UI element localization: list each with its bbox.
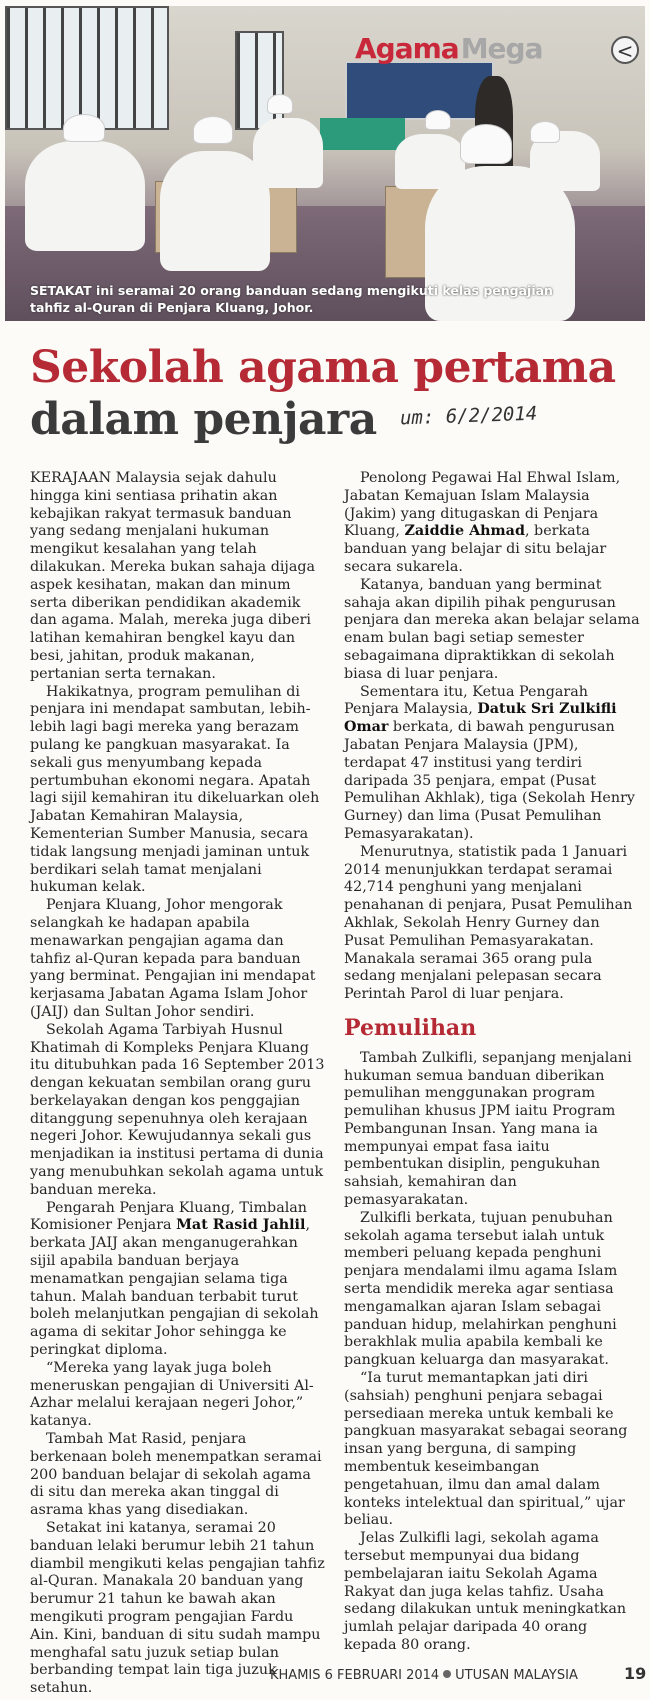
- paragraph: Tambah Mat Rasid, penjara berkenaan boleh menempatkan seramai 200 banduan belajar di sekolah agama di situ dan mereka akan tinggal di asrama khas yang disediakan.: [30, 1431, 322, 1519]
- brand-part1: Agama: [355, 32, 459, 65]
- footer-date: KHAMIS 6 FEBRUARI 2014: [270, 1668, 440, 1683]
- text: , berkata JAIJ akan menganugerahkan sijil apabila banduan berjaya menamatkan pengajian selama tiga tahun. Malah banduan terbabit turut boleh melanjutkan pengajian di sekolah agama di sekitar Johor sehingga ke peringkat diploma.: [30, 1217, 319, 1359]
- paragraph: Katanya, banduan yang berminat sahaja akan dipilih pihak pengurusan penjara dan mereka akan belajar selama enam bulan bagi setiap semester sebagaimana dipraktikkan di sekolah biasa di luar penjara.: [344, 576, 640, 682]
- cap: [63, 114, 105, 142]
- text: berkata, di bawah pengurusan Jabatan Penjara Malaysia (JPM), terdapat 47 institusi yang terdiri daripada 35 penjara, empat (Pusat Pemulihan Akhlak), tiga (Sekolah Henry Gurney) dan lima (Pusat Pemulihan Pemasyarakatan).: [344, 719, 635, 842]
- article-column-left: [30, 470, 326, 1698]
- handwritten-note: um: 6/2/2014: [399, 402, 538, 430]
- text: Pengarah Penjara Kluang, Timbalan Komisioner Penjara: [30, 1199, 308, 1234]
- text: , berkata banduan yang belajar di situ belajar secara sukarela.: [344, 523, 607, 575]
- person-name: Datuk Sri Zulkifli Omar: [344, 701, 617, 736]
- cap: [267, 94, 293, 114]
- student-figure: [253, 118, 323, 188]
- page-footer: [270, 1668, 578, 1683]
- paragraph: “Mereka yang layak juga boleh meneruskan pengajian di Universiti Al-Azhar melalui kerajaan negeri Johor,” katanya.: [30, 1359, 314, 1430]
- footer-publication: UTUSAN MALAYSIA: [455, 1668, 578, 1683]
- person-name: Mat Rasid Jahlil: [176, 1217, 306, 1234]
- board: [345, 61, 494, 120]
- paragraph: Jelas Zulkifli lagi, sekolah agama tersebut mempunyai dua bidang pembelajaran iaitu Sekolah Agama Rakyat dan juga kelas tahfiz. Usaha sedang dilakukan untuk meningkatkan jumlah pelajar daripada 40 orang kepada 80 orang.: [344, 1530, 627, 1653]
- subheading: Pemulihan: [344, 1014, 477, 1041]
- paragraph: Menurutnya, statistik pada 1 Januari 2014 menunjukkan terdapat seramai 42,714 penghuni yang menjalani penahanan di penjara, Pusat Pemulihan Akhlak, Sekolah Henry Gurney dan Pusat Pemulihan Pemasyarakatan. Manakala seramai 365 orang pula sedang menjalani pelepasan secara Perintah Parol di luar penjara.: [344, 843, 633, 1003]
- paragraph: Penjara Kluang, Johor mengorak selangkah ke hadapan apabila menawarkan pengajian agama dan tahfiz al-Quran kepada para banduan yang berminat. Pengajian ini mendapat kerjasama Jabatan Agama Islam Johor (JAIJ) dan Sultan Johor sendiri.: [30, 897, 316, 1020]
- paragraph: “Ia turut memantapkan jati diri (sahsiah) penghuni penjara sebagai persediaan mereka untuk kembali ke pangkuan masyarakat sebagai seorang insan yang berguna, di samping membentuk keseimbangan pengetahuan, ilmu dan amal dalam konteks intelektual dan spiritual,” ujar beliau.: [344, 1370, 628, 1529]
- barred-window: [235, 31, 284, 130]
- page-number: 19: [624, 1664, 647, 1683]
- paragraph: Setakat ini katanya, seramai 20 banduan lelaki berumur lebih 21 tahun diambil mengikuti kelas pengajian tahfiz al-Quran. Manakala 20 banduan yang berumur 21 tahun ke bawah akan mengikuti program pengajian Fardu Ain. Kini, banduan di situ sudah mampu menghafal satu juzuk setiap bulan berbanding tempat lain tiga juzuk setahun.: [30, 1520, 325, 1697]
- photo-caption: SETAKAT ini seramai 20 orang banduan sedang mengikuti kelas pengajian tahfiz al-Quran di Penjara Kluang, Johor.: [30, 283, 553, 315]
- headline-line1: Sekolah agama pertama: [30, 342, 616, 393]
- person-name: Zaiddie Ahmad: [404, 523, 525, 540]
- paragraph: Zulkifli berkata, tujuan penubuhan sekolah agama tersebut ialah untuk memberi peluang kepada penghuni penjara mendalami ilmu agama Islam serta mendidik mereka agar sentiasa mengamalkan ajaran Islam sebagai panduan hidup, melahirkan penghuni berakhlak mulia apabila kembali ke pangkuan keluarga dan masyarakat.: [344, 1209, 618, 1369]
- text: Sementara itu, Ketua Pengarah Penjara Malaysia,: [344, 683, 588, 718]
- article-column-right: [344, 470, 642, 1655]
- student-figure: [25, 141, 145, 251]
- paragraph: [344, 684, 642, 844]
- green-table: [320, 118, 405, 150]
- headline-line2: dalam penjara: [30, 394, 377, 445]
- brand-part2: Mega: [460, 32, 543, 65]
- cap: [530, 121, 560, 143]
- paragraph: [344, 470, 642, 577]
- paragraph: KERAJAAN Malaysia sejak dahulu hingga kini sentiasa prihatin akan kebajikan rakyat termasuk banduan yang sedang menjalani hukuman mengikut kesalahan yang telah dilakukan. Mereka bukan sahaja dijaga aspek kesihatan, makan dan minum serta diberikan pendidikan akademik dan agama. Malah, mereka juga diberi latihan kemahiran bengkel kayu dan besi, jahitan, produk makanan, pertanian serta ternakan.: [30, 470, 316, 682]
- back-chevron-icon[interactable]: <: [611, 36, 639, 64]
- article-photo: [5, 6, 645, 321]
- paragraph: [30, 1200, 326, 1360]
- paragraph: Hakikatnya, program pemulihan di penjara ini mendapat sambutan, lebih-lebih lagi bagi mereka yang berazam pulang ke pangkuan masyarakat. Ia sekali gus menyumbang kepada pertumbuhan ekonomi negara. Apatah lagi sijil kemahiran itu dikeluarkan oleh Jabatan Kemahiran Malaysia, Kementerian Sumber Manusia, secara tidak langsung menjadi jaminan untuk berdikari selah tamat menjalani hukuman kelak.: [30, 683, 320, 896]
- text: Penolong Pegawai Hal Ehwal Islam, Jabatan Kemajuan Islam Malaysia (Jakim) yang ditugaskan di Penjara Kluang,: [344, 470, 621, 540]
- cap: [425, 110, 451, 130]
- section-brand: [355, 32, 542, 65]
- paragraph: Tambah Zulkifli, sepanjang menjalani hukuman semua banduan diberikan pemulihan menggunakan program pemulihan khusus JPM iaitu Program Pembangunan Insan. Yang mana ia mempunyai empat fasa iaitu pembentukan disiplin, pengukuhan sahsiah, kemahiran dan pemasyarakatan.: [344, 1049, 632, 1209]
- barred-window: [5, 6, 169, 130]
- bullet-icon: [443, 1670, 451, 1678]
- cap: [460, 124, 512, 164]
- cap: [193, 116, 233, 144]
- paragraph: Sekolah Agama Tarbiyah Husnul Khatimah di Kompleks Penjara Kluang itu ditubuhkan pada 16 September 2013 dengan kekuatan sembilan orang guru berkelayakan dengan kos penggajian ditanggung sepenuhnya oleh kerajaan negeri Johor. Kewujudannya sekali gus menjadikan ia institusi pertama di dunia yang menubuhkan sekolah agama untuk banduan mereka.: [30, 1021, 325, 1198]
